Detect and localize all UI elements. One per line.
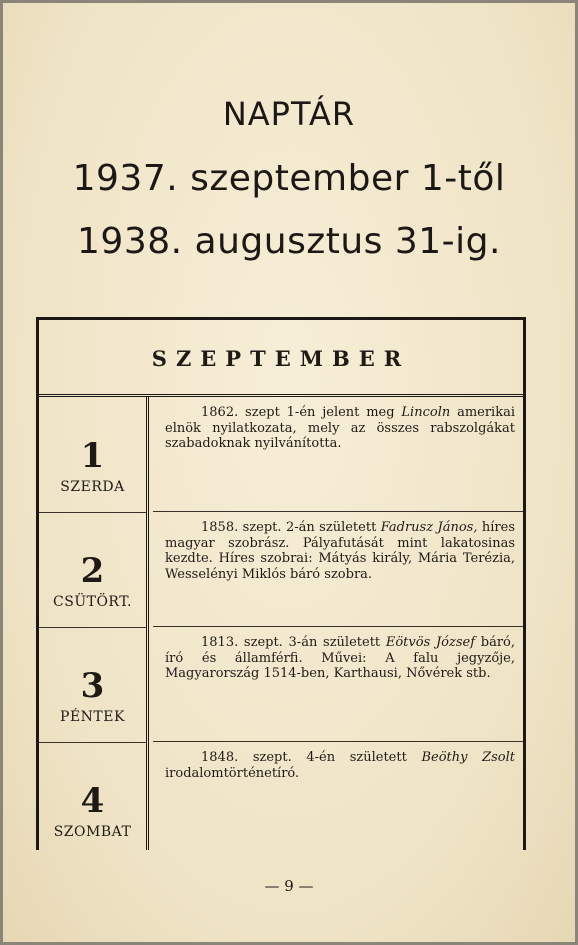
- event-text: 1813. szept. 3-án született: [201, 635, 386, 650]
- date-range-start: 1937. szeptember 1-től: [72, 158, 506, 199]
- day-cell: [39, 397, 146, 513]
- page-number: — 9 —: [264, 877, 314, 895]
- day-number: 4: [80, 781, 105, 821]
- event-text: 1848. szept. 4-én született: [201, 750, 422, 765]
- event-person: Beöthy Zsolt: [421, 750, 516, 765]
- day-number: 2: [80, 551, 105, 591]
- event-text: 1858. szept. 2-án született: [201, 520, 381, 535]
- event-text: amerikai elnök nyilatkozata, mely az összes rabszolgákat szabadoknak nyilvánította.: [165, 405, 516, 451]
- event-entry: [153, 627, 523, 742]
- event-text: irodalomtörténetíró.: [165, 765, 300, 781]
- event-text: híres magyar szobrász. Pályafutását mint lakatosinas kezdte. Híres szobrai: Mátyás király, Mária Terézia, Wesselényi Miklós báró szobra.: [165, 520, 515, 582]
- event-person: Eötvös József: [385, 635, 476, 650]
- weekday-name: PÉNTEK: [60, 709, 125, 725]
- event-text: 1862. szept 1-én jelent meg: [201, 405, 402, 420]
- day-number: 3: [80, 666, 105, 706]
- calendar-title: NAPTÁR: [222, 95, 356, 133]
- month-header: [39, 320, 523, 397]
- weekday-name: SZOMBAT: [53, 824, 132, 840]
- event-entry: [153, 742, 523, 850]
- event-entry: [153, 397, 523, 512]
- day-cell: [39, 742, 146, 850]
- date-range-end: 1938. augusztus 31-ig.: [77, 221, 501, 262]
- day-cell: [39, 627, 146, 743]
- weekday-name: SZERDA: [60, 479, 125, 495]
- day-column: [39, 397, 149, 850]
- event-person: Fadrusz János,: [380, 520, 478, 535]
- weekday-name: CSÜTÖRT.: [53, 594, 132, 610]
- event-person: Lincoln: [401, 405, 451, 420]
- day-cell: [39, 512, 146, 628]
- day-number: 1: [80, 436, 105, 476]
- calendar-table: [36, 317, 526, 850]
- event-text: báró, író és államférfi. Művei: A falu jegyzője, Magyarország 1514-ben, Karthausi, Nővérek stb.: [165, 635, 515, 681]
- event-entry: [153, 512, 523, 627]
- month-name: SZEPTEMBER: [151, 346, 411, 371]
- events-column: [153, 397, 523, 850]
